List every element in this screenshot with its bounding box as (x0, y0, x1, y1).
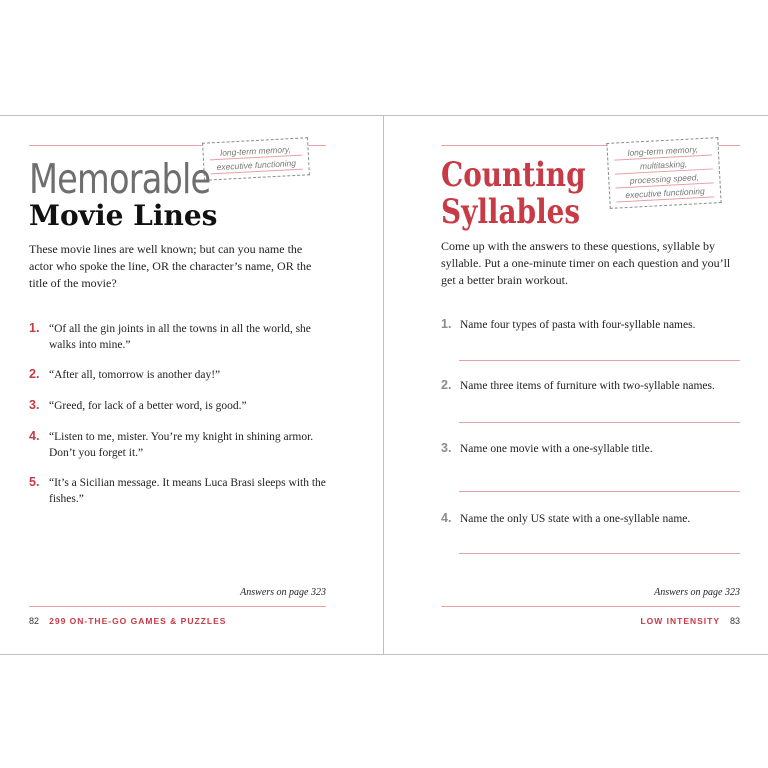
item-number: 4. (29, 429, 40, 443)
item-number: 4. (441, 511, 452, 525)
bottom-rule (441, 606, 740, 607)
skill-tag: long-term memory, (209, 144, 302, 161)
intro-text: These movie lines are well known; but can you name the actor who spoke the line, OR the character’s name, OR the title of the movie? (29, 242, 312, 290)
intro-text: Come up with the answers to these questions, syllable by syllable. Put a one-minute timer on each question and you’ll get a better brain workout. (441, 239, 731, 287)
answers-note: Answers on page 323 (654, 587, 740, 598)
running-head: LOW INTENSITY (640, 616, 720, 626)
item-number: 3. (29, 398, 40, 412)
left-page (0, 116, 384, 654)
page-title-line2: Movie Lines (29, 199, 218, 232)
page-number: 82 (29, 616, 40, 626)
list-item: “It’s a Sicilian message. It means Luca Brasi sleeps with the fishes.” (49, 477, 326, 505)
bottom-rule (29, 606, 326, 607)
right-page (384, 116, 768, 654)
page-footer (29, 616, 226, 626)
list-item: Name three items of furniture with two-syllable names. (460, 380, 715, 392)
running-head: 299 ON-THE-GO GAMES & PUZZLES (49, 616, 227, 626)
skill-tags (202, 137, 310, 180)
page-footer (604, 616, 740, 626)
item-number: 1. (29, 321, 40, 335)
answer-line (459, 553, 740, 554)
skill-tag: multitasking, (614, 157, 712, 174)
item-number: 3. (441, 441, 452, 455)
page-number: 83 (729, 616, 740, 626)
answers-note: Answers on page 323 (240, 587, 326, 598)
item-number: 5. (29, 475, 40, 489)
item-number: 2. (29, 367, 40, 381)
list-item: Name one movie with a one-syllable title. (460, 443, 653, 455)
page-title-line2: Syllables (441, 192, 581, 232)
list-item: Name the only US state with a one-syllable name. (460, 513, 691, 525)
item-number: 1. (441, 317, 452, 331)
book-spread (0, 115, 768, 655)
list-item: “After all, tomorrow is another day!” (49, 369, 221, 381)
item-number: 2. (441, 378, 452, 392)
skill-tag: long-term memory, (614, 143, 712, 160)
list-item: Name four types of pasta with four-syllable names. (460, 319, 696, 331)
answer-line (459, 360, 740, 361)
answer-line (459, 422, 740, 423)
skill-tag: executive functioning (616, 185, 714, 202)
list-item: “Greed, for lack of a better word, is good.” (49, 400, 247, 412)
skill-tag: processing speed, (615, 171, 713, 188)
page-title-line1: Memorable (29, 155, 211, 203)
answer-line (459, 491, 740, 492)
list-item: “Of all the gin joints in all the towns in all the world, she walks into mine.” (49, 323, 311, 351)
page-title-line1: Counting (441, 155, 586, 195)
skill-tags (606, 137, 721, 209)
list-item: “Listen to me, mister. You’re my knight in shining armor. Don’t you forget it.” (49, 431, 314, 459)
skill-tag: executive functioning (210, 158, 303, 175)
